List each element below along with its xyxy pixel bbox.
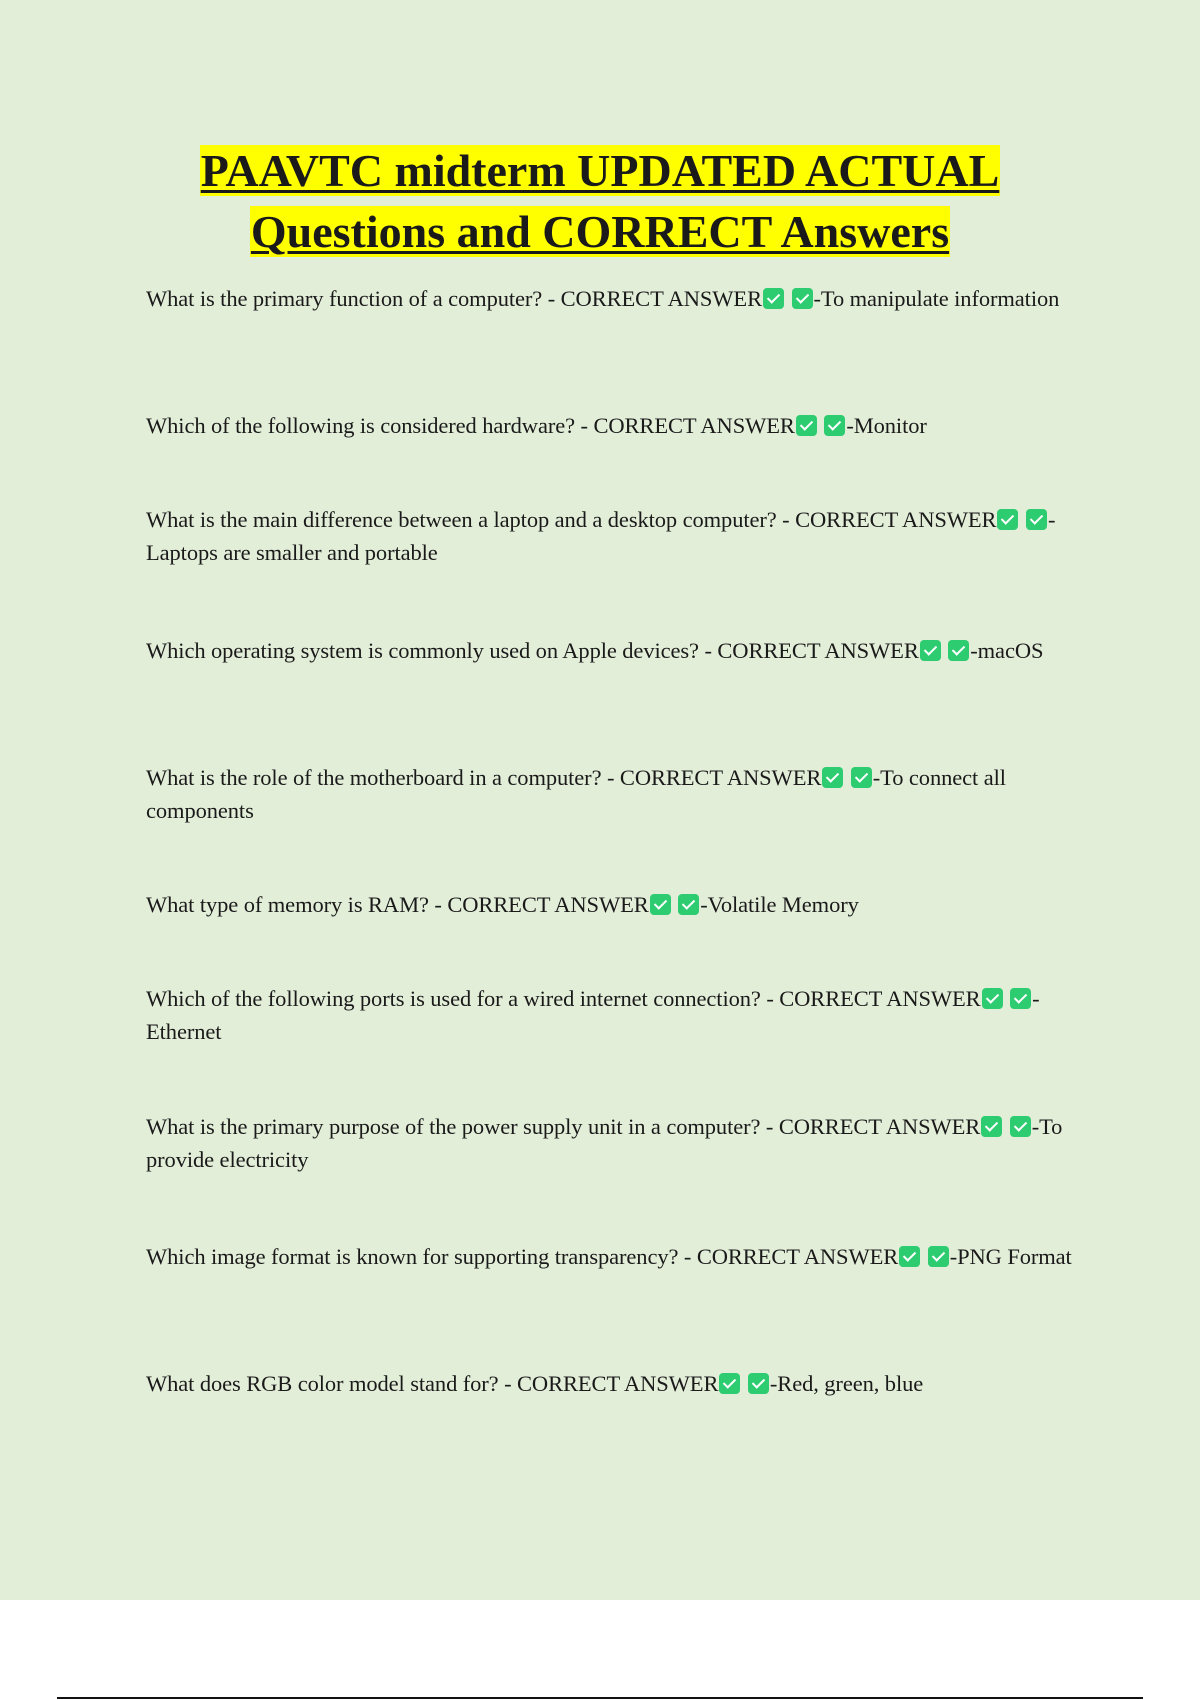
answer-marker: CORRECT ANSWER xyxy=(795,507,997,532)
answer-text: -Monitor xyxy=(846,413,927,438)
question-text: Which operating system is commonly used on Apple devices? - xyxy=(146,638,718,663)
title-line-1: PAAVTC midterm UPDATED ACTUAL xyxy=(200,145,1000,196)
check-box-icon xyxy=(1010,988,1031,1009)
qa-item xyxy=(146,888,1090,921)
check-box-icon xyxy=(981,1116,1002,1137)
answer-marker: CORRECT ANSWER xyxy=(447,892,649,917)
question-text: What is the primary purpose of the power supply unit in a computer? - xyxy=(146,1114,779,1139)
qa-item xyxy=(146,761,1090,827)
question-text: What does RGB color model stand for? - xyxy=(146,1371,518,1396)
answer-marker: CORRECT ANSWER xyxy=(778,1114,981,1139)
check-box-icon xyxy=(1026,509,1047,530)
answer-text: -macOS xyxy=(970,638,1044,663)
question-text: What type of memory is RAM? - xyxy=(146,892,448,917)
qa-item xyxy=(146,982,1090,1048)
check-box-icon xyxy=(748,1373,769,1394)
qa-item xyxy=(146,1367,1090,1400)
answer-marker: CORRECT ANSWER xyxy=(619,765,822,790)
question-text: Which image format is known for supporting transparency? - xyxy=(146,1244,697,1269)
answer-marker: CORRECT ANSWER xyxy=(717,638,919,663)
question-text: Which of the following ports is used for a wired internet connection? - xyxy=(146,986,780,1011)
check-box-icon xyxy=(899,1246,920,1267)
qa-item xyxy=(146,1110,1090,1176)
question-text: What is the main difference between a laptop and a desktop computer? - xyxy=(146,507,796,532)
answer-marker: CORRECT ANSWER xyxy=(779,986,981,1011)
check-box-icon xyxy=(678,894,699,915)
check-box-icon xyxy=(1010,1116,1031,1137)
check-box-icon xyxy=(796,415,817,436)
answer-text: -To provide electricity xyxy=(146,1114,1063,1172)
question-text: Which of the following is considered hardware? - xyxy=(146,413,594,438)
question-text: What is the role of the motherboard in a computer? - xyxy=(146,765,620,790)
answer-marker: CORRECT ANSWER xyxy=(560,286,762,311)
check-box-icon xyxy=(822,767,843,788)
check-box-icon xyxy=(792,288,813,309)
check-box-icon xyxy=(928,1246,949,1267)
answer-text: -Laptops are smaller and portable xyxy=(146,507,1056,565)
check-box-icon xyxy=(982,988,1003,1009)
check-box-icon xyxy=(719,1373,740,1394)
check-box-icon xyxy=(824,415,845,436)
check-box-icon xyxy=(763,288,784,309)
check-box-icon xyxy=(650,894,671,915)
document-title xyxy=(0,140,1200,262)
check-box-icon xyxy=(948,640,969,661)
qa-item xyxy=(146,503,1090,569)
qa-item xyxy=(146,409,1090,442)
qa-item xyxy=(146,282,1090,315)
answer-marker: CORRECT ANSWER xyxy=(696,1244,899,1269)
answer-text: -To manipulate information xyxy=(813,286,1060,311)
answer-text: -Volatile Memory xyxy=(700,892,859,917)
qa-item xyxy=(146,634,1090,667)
check-box-icon xyxy=(851,767,872,788)
answer-text: -Red, green, blue xyxy=(769,1371,924,1396)
check-box-icon xyxy=(997,509,1018,530)
footer-divider xyxy=(57,1697,1143,1699)
answer-marker: CORRECT ANSWER xyxy=(593,413,795,438)
qa-item xyxy=(146,1240,1090,1273)
check-box-icon xyxy=(920,640,941,661)
answer-text: -To connect all components xyxy=(146,765,1006,823)
answer-text: -PNG Format xyxy=(949,1244,1072,1269)
title-line-2: Questions and CORRECT Answers xyxy=(250,206,950,257)
answer-marker: CORRECT ANSWER xyxy=(517,1371,719,1396)
question-text: What is the primary function of a computer? - xyxy=(146,286,561,311)
answer-text: -Ethernet xyxy=(146,986,1040,1044)
